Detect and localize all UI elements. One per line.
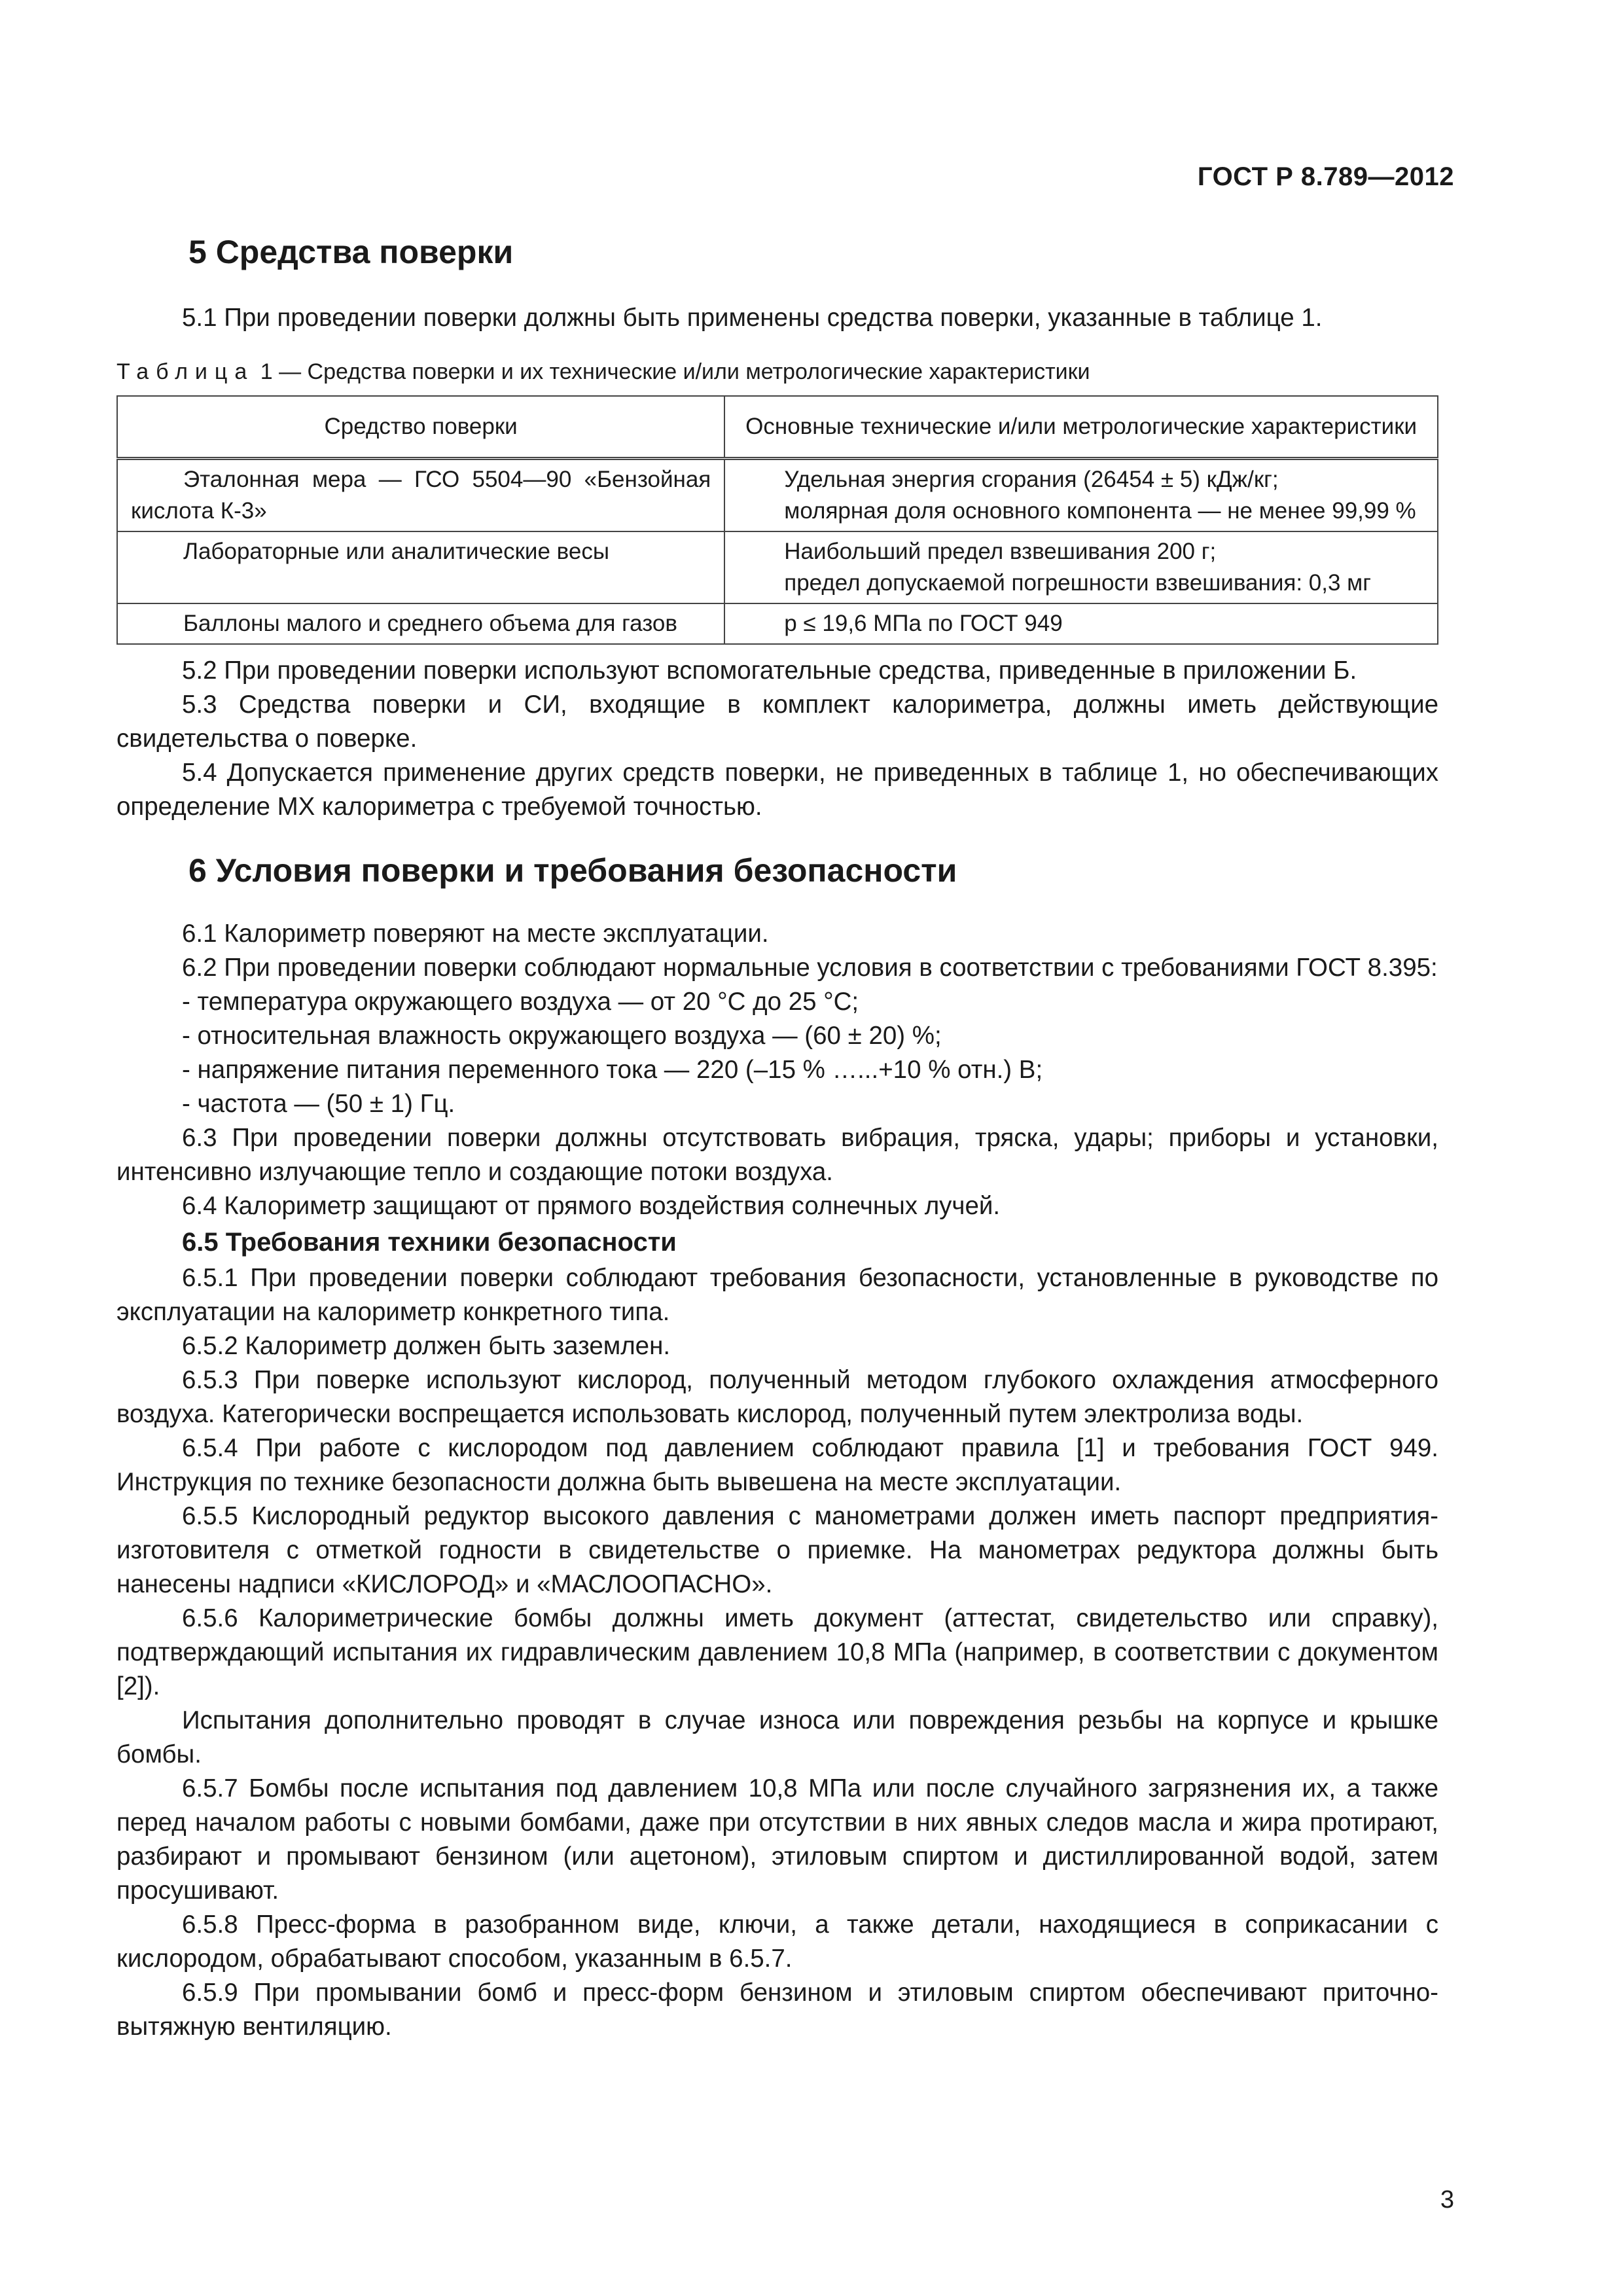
list-item: - напряжение питания переменного тока — 220 (–15 % …...+10 % отн.) В; [182,1056,1043,1084]
table-cell-characteristics [724,531,1438,603]
paragraph-6-5-1: 6.5.1 При проведении поверки соблюдают требования безопасности, установленные в руководстве по эксплуатации на калориметр конкретного типа. [116,1264,1438,1326]
characteristic-line: молярная доля основного компонента — не менее 99,99 % [784,498,1416,524]
document-code: ГОСТ Р 8.789—2012 [1197,162,1454,191]
paragraph-5-2: 5.2 При проведении поверки используют вспомогательные средства, приведенные в приложении Б. [182,656,1357,685]
page-number: 3 [1440,2186,1454,2214]
table-cell-tool: Эталонная мера — ГСО 5504—90 «Бензойная кислота К-3» [117,459,724,532]
paragraph-6-4: 6.4 Калориметр защищают от прямого воздействия солнечных лучей. [182,1192,1001,1220]
paragraph-6-3: 6.3 При проведении поверки должны отсутствовать вибрация, тряска, удары; приборы и установки, интенсивно излучающие тепло и создающие потоки воздуха. [116,1124,1438,1186]
table-row [117,459,1438,532]
table-caption-label: Таблица [116,359,255,384]
list-item: - температура окружающего воздуха — от 20 °С до 25 °С; [182,988,859,1016]
table-cell-characteristics [724,603,1438,644]
paragraph-5-1: 5.1 При проведении поверки должны быть применены средства поверки, указанные в таблице 1. [182,304,1323,332]
subsection-6-5-heading: 6.5 Требования техники безопасности [182,1228,677,1257]
characteristic-line: предел допускаемой погрешности взвешивания: 0,3 мг [784,570,1372,596]
table-1-caption [116,355,1438,389]
list-item: - частота — (50 ± 1) Гц. [182,1090,455,1118]
table-cell-tool: Баллоны малого и среднего объема для газов [117,603,724,644]
paragraph-6-5-6-cont: Испытания дополнительно проводят в случае износа или повреждения резьбы на корпусе и крышке бомбы. [116,1706,1438,1768]
table-1 [116,395,1438,645]
characteristic-line: Наибольший предел взвешивания 200 г; [784,539,1217,564]
paragraph-5-3: 5.3 Средства поверки и СИ, входящие в комплект калориметра, должны иметь действующие свидетельства о поверке. [116,691,1438,753]
paragraph-6-5-3: 6.5.3 При поверке используют кислород, полученный методом глубокого охлаждения атмосферного воздуха. Категорически воспрещается использовать кислород, полученный путем электролиза воды. [116,1366,1438,1428]
table-header-characteristics: Основные технические и/или метрологические характеристики [724,396,1438,459]
list-item: - относительная влажность окружающего воздуха — (60 ± 20) %; [182,1022,942,1050]
characteristic-line: p ≤ 19,6 МПа по ГОСТ 949 [784,611,1063,636]
paragraph-6-5-6: 6.5.6 Калориметрические бомбы должны иметь документ (аттестат, свидетельство или справку), подтверждающий испытания их гидравлическим давлением 10,8 МПа (например, в соответствии с документом [2]). [116,1604,1438,1700]
paragraph-5-4: 5.4 Допускается применение других средств поверки, не приведенных в таблице 1, но обеспечивающих определение МХ калориметра с требуемой точностью. [116,759,1438,821]
table-cell-characteristics [724,459,1438,532]
section-5-heading: 5 Средства поверки [188,234,514,270]
section-6-heading: 6 Условия поверки и требования безопасности [188,852,957,889]
paragraph-6-5-5: 6.5.5 Кислородный редуктор высокого давления с манометрами должен иметь паспорт предприятия-изготовителя с отметкой годности в свидетельстве о приемке. На манометрах редуктора должны быть нанесены надписи «КИСЛОРОД» и «МАСЛООПАСНО». [116,1502,1438,1598]
table-header-tool: Средство поверки [117,396,724,459]
table-row [117,531,1438,603]
paragraph-6-5-9: 6.5.9 При промывании бомб и пресс-форм бензином и этиловым спиртом обеспечивают приточно-вытяжную вентиляцию. [116,1979,1438,2041]
paragraph-6-5-4: 6.5.4 При работе с кислородом под давлением соблюдают правила [1] и требования ГОСТ 949. Инструкция по технике безопасности должна быть вывешена на месте эксплуатации. [116,1434,1438,1496]
paragraph-6-5-7: 6.5.7 Бомбы после испытания под давлением 10,8 МПа или после случайного загрязнения их, а также перед началом работы с новыми бомбами, даже при отсутствии в них явных следов масла и жира протирают, разбирают и промывают бензином (или ацетоном), этиловым спиртом и дистиллированной водой, затем просушивают. [116,1774,1438,1905]
paragraph-6-5-2: 6.5.2 Калориметр должен быть заземлен. [182,1332,671,1360]
paragraph-6-1: 6.1 Калориметр поверяют на месте эксплуатации. [182,920,769,948]
paragraph-6-2: 6.2 При проведении поверки соблюдают нормальные условия в соответствии с требованиями ГОСТ 8.395: [182,954,1438,982]
characteristic-line: Удельная энергия сгорания (26454 ± 5) кДж/кг; [784,467,1279,492]
page-body [116,229,1438,2044]
paragraph-6-5-8: 6.5.8 Пресс-форма в разобранном виде, ключи, а также детали, находящиеся в соприкасании с кислородом, обрабатывают способом, указанным в 6.5.7. [116,1910,1438,1973]
table-cell-tool: Лабораторные или аналитические весы [117,531,724,603]
table-row [117,603,1438,644]
table-caption-text: 1 — Средства поверки и их технические и/или метрологические характеристики [254,359,1090,384]
